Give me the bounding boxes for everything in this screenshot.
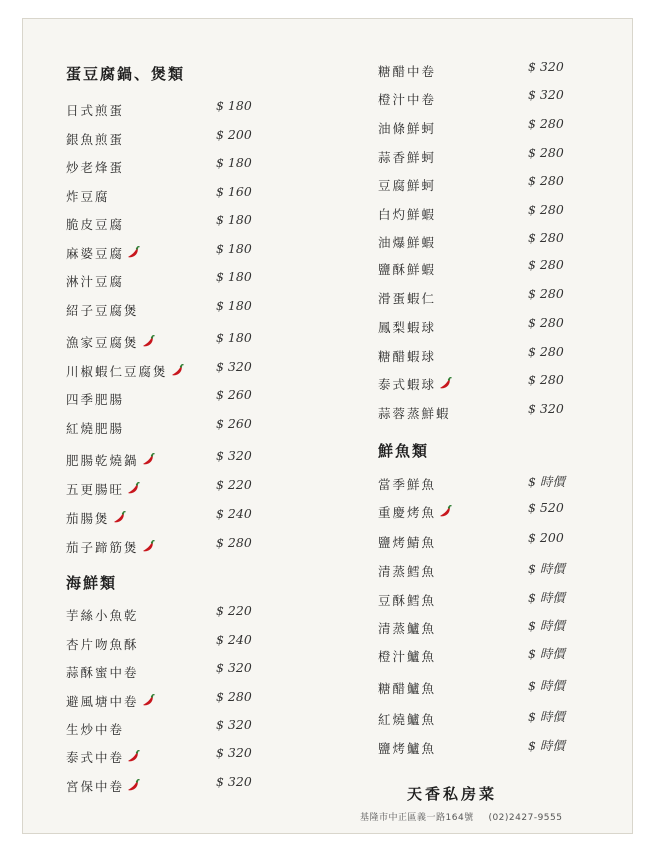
menu-item-name: 糖醋鱸魚 bbox=[378, 681, 437, 696]
menu-item-name: 肥腸乾燒鍋 bbox=[66, 453, 139, 468]
menu-item-name: 鳳梨蝦球 bbox=[378, 320, 437, 335]
menu-item-name: 日式煎蛋 bbox=[66, 103, 125, 118]
menu-item-name: 杏片吻魚酥 bbox=[66, 637, 139, 652]
menu-item bbox=[378, 709, 436, 729]
menu-item bbox=[66, 389, 124, 409]
menu-item-name: 重慶烤魚 bbox=[378, 505, 437, 520]
menu-item bbox=[66, 719, 124, 739]
menu-item-name: 清蒸鱈魚 bbox=[378, 564, 437, 579]
menu-item-name: 脆皮豆腐 bbox=[66, 217, 125, 232]
menu-item-price: $ 180 bbox=[216, 241, 252, 256]
menu-item-price: $ 180 bbox=[216, 212, 252, 227]
menu-item-price: $ 320 bbox=[528, 401, 564, 416]
menu-item-price: $ 260 bbox=[216, 387, 252, 402]
menu-item bbox=[378, 474, 436, 494]
menu-item-name: 炒老烽蛋 bbox=[66, 160, 125, 175]
menu-item-name: 避風塘中卷 bbox=[66, 694, 139, 709]
menu-item bbox=[378, 89, 436, 109]
menu-item bbox=[66, 634, 139, 654]
menu-item bbox=[66, 361, 185, 381]
phone-text: (02)2427-9555 bbox=[488, 813, 563, 823]
chili-pepper-icon bbox=[125, 245, 141, 261]
chili-pepper-icon bbox=[169, 363, 185, 379]
menu-item-name: 宮保中卷 bbox=[66, 779, 125, 794]
menu-item-price: $ 180 bbox=[216, 269, 252, 284]
menu-item-name: 蒜蓉蒸鮮蝦 bbox=[378, 406, 451, 421]
menu-item bbox=[66, 747, 141, 767]
menu-item bbox=[66, 129, 124, 149]
chili-pepper-icon bbox=[437, 376, 453, 392]
menu-item-price: $ 280 bbox=[528, 230, 564, 245]
menu-item bbox=[378, 259, 436, 279]
menu-item bbox=[66, 450, 156, 470]
menu-item bbox=[378, 204, 436, 224]
menu-item-price: $ 240 bbox=[216, 632, 252, 647]
menu-item-name: 芋絲小魚乾 bbox=[66, 608, 139, 623]
menu-item-price: $ 220 bbox=[216, 603, 252, 618]
menu-item bbox=[66, 479, 141, 499]
menu-item-name: 糖醋蝦球 bbox=[378, 349, 437, 364]
menu-item bbox=[66, 605, 139, 625]
menu-item-price: $ 時價 bbox=[528, 474, 565, 489]
menu-item bbox=[66, 418, 124, 438]
chili-pepper-icon bbox=[125, 749, 141, 765]
menu-item-name: 油爆鮮蝦 bbox=[378, 235, 437, 250]
menu-item-price: $ 時價 bbox=[528, 678, 565, 693]
menu-item-price: $ 320 bbox=[528, 87, 564, 102]
chili-pepper-icon bbox=[125, 481, 141, 497]
menu-item-price: $ 280 bbox=[528, 344, 564, 359]
menu-item bbox=[378, 590, 436, 610]
menu-item-name: 滑蛋蝦仁 bbox=[378, 291, 437, 306]
chili-pepper-icon bbox=[140, 452, 156, 468]
menu-item-name: 橙汁中卷 bbox=[378, 92, 437, 107]
section-title: 鮮魚類 bbox=[378, 442, 430, 460]
menu-item-name: 蒜酥蜜中卷 bbox=[66, 665, 139, 680]
menu-item-name: 川椒蝦仁豆腐煲 bbox=[66, 364, 168, 379]
menu-item-name: 當季鮮魚 bbox=[378, 477, 437, 492]
menu-item bbox=[378, 403, 451, 423]
menu-item-price: $ 320 bbox=[216, 717, 252, 732]
menu-item bbox=[66, 100, 124, 120]
menu-item-price: $ 320 bbox=[216, 448, 252, 463]
menu-item-name: 五更腸旺 bbox=[66, 482, 125, 497]
menu-item-name: 麻婆豆腐 bbox=[66, 246, 125, 261]
restaurant-name: 天香私房菜 bbox=[407, 785, 498, 803]
menu-item-price: $ 時價 bbox=[528, 618, 565, 633]
menu-item bbox=[66, 271, 124, 291]
menu-item-name: 清蒸鱸魚 bbox=[378, 621, 437, 636]
menu-item bbox=[378, 646, 436, 666]
menu-item-price: $ 180 bbox=[216, 155, 252, 170]
menu-item-price: $ 280 bbox=[216, 689, 252, 704]
menu-item-name: 四季肥腸 bbox=[66, 392, 125, 407]
menu-item-name: 糖醋中卷 bbox=[378, 64, 437, 79]
menu-item-name: 泰式中卷 bbox=[66, 750, 125, 765]
menu-item-price: $ 180 bbox=[216, 298, 252, 313]
menu-item-name: 茄腸煲 bbox=[66, 511, 110, 526]
menu-item bbox=[66, 214, 124, 234]
menu-item-name: 紅燒肥腸 bbox=[66, 421, 125, 436]
chili-pepper-icon bbox=[140, 693, 156, 709]
menu-item-name: 銀魚煎蛋 bbox=[66, 132, 125, 147]
menu-item-price: $ 200 bbox=[528, 530, 564, 545]
menu-item-price: $ 320 bbox=[216, 745, 252, 760]
menu-item-price: $ 時價 bbox=[528, 646, 565, 661]
menu-item-name: 白灼鮮蝦 bbox=[378, 207, 437, 222]
chili-pepper-icon bbox=[140, 334, 156, 350]
menu-item-name: 鹽烤鯖魚 bbox=[378, 535, 437, 550]
menu-item-price: $ 180 bbox=[216, 98, 252, 113]
section-title: 海鮮類 bbox=[66, 574, 118, 592]
menu-item bbox=[378, 374, 453, 394]
menu-item-price: $ 320 bbox=[528, 59, 564, 74]
section-title: 蛋豆腐鍋、煲類 bbox=[66, 65, 186, 83]
menu-item-name: 鹽烤鱸魚 bbox=[378, 741, 437, 756]
menu-item-price: $ 160 bbox=[216, 184, 252, 199]
menu-item bbox=[378, 618, 436, 638]
menu-item bbox=[66, 332, 156, 352]
menu-item-name: 淋汁豆腐 bbox=[66, 274, 125, 289]
menu-item bbox=[378, 738, 436, 758]
menu-item-price: $ 260 bbox=[216, 416, 252, 431]
menu-item-name: 橙汁鱸魚 bbox=[378, 649, 437, 664]
menu-item-price: $ 280 bbox=[528, 116, 564, 131]
menu-item-price: $ 520 bbox=[528, 500, 564, 515]
menu-item-price: $ 220 bbox=[216, 477, 252, 492]
menu-item bbox=[66, 186, 110, 206]
menu-item-name: 炸豆腐 bbox=[66, 189, 110, 204]
menu-item-price: $ 280 bbox=[216, 535, 252, 550]
menu-item-name: 漁家豆腐煲 bbox=[66, 335, 139, 350]
menu-item-price: $ 280 bbox=[528, 286, 564, 301]
menu-item bbox=[378, 175, 436, 195]
menu-item-price: $ 240 bbox=[216, 506, 252, 521]
menu-item bbox=[66, 691, 156, 711]
menu-item bbox=[66, 300, 139, 320]
menu-item-name: 豆腐鮮蚵 bbox=[378, 178, 437, 193]
menu-item-name: 鹽酥鮮蝦 bbox=[378, 262, 437, 277]
menu-item-price: $ 280 bbox=[528, 372, 564, 387]
menu-item bbox=[378, 317, 436, 337]
menu-item-price: $ 時價 bbox=[528, 709, 565, 724]
menu-item bbox=[66, 157, 124, 177]
menu-item-name: 泰式蝦球 bbox=[378, 377, 437, 392]
menu-item-price: $ 320 bbox=[216, 660, 252, 675]
menu-item bbox=[378, 502, 453, 522]
restaurant-address bbox=[360, 810, 562, 823]
menu-item bbox=[378, 61, 436, 81]
chili-pepper-icon bbox=[437, 504, 453, 520]
menu-item-price: $ 200 bbox=[216, 127, 252, 142]
menu-item-price: $ 280 bbox=[528, 257, 564, 272]
menu-item bbox=[66, 662, 139, 682]
menu-item bbox=[378, 561, 436, 581]
menu-item bbox=[378, 532, 436, 552]
menu-item bbox=[378, 678, 436, 698]
menu-item bbox=[66, 243, 141, 263]
menu-item-price: $ 時價 bbox=[528, 561, 565, 576]
menu-item-name: 生炒中卷 bbox=[66, 722, 125, 737]
menu-item-name: 油條鮮蚵 bbox=[378, 121, 437, 136]
menu-item-price: $ 280 bbox=[528, 315, 564, 330]
menu-item-name: 豆酥鱈魚 bbox=[378, 593, 437, 608]
menu-item-price: $ 280 bbox=[528, 173, 564, 188]
menu-item-name: 紹子豆腐煲 bbox=[66, 303, 139, 318]
menu-item bbox=[378, 288, 436, 308]
menu-item-price: $ 時價 bbox=[528, 590, 565, 605]
menu-item-price: $ 320 bbox=[216, 774, 252, 789]
menu-item-name: 茄子蹄筋煲 bbox=[66, 540, 139, 555]
menu-item bbox=[66, 537, 156, 557]
menu-item bbox=[378, 118, 436, 138]
menu-item bbox=[378, 232, 436, 252]
menu-item bbox=[66, 508, 127, 528]
address-text: 基隆市中正區義一路164號 bbox=[360, 813, 474, 823]
menu-item bbox=[378, 346, 436, 366]
menu-item-price: $ 180 bbox=[216, 330, 252, 345]
menu-item bbox=[378, 147, 436, 167]
menu-item-name: 紅燒鱸魚 bbox=[378, 712, 437, 727]
menu-item-name: 蒜香鮮蚵 bbox=[378, 150, 437, 165]
menu-item-price: $ 280 bbox=[528, 202, 564, 217]
chili-pepper-icon bbox=[125, 778, 141, 794]
menu-item-price: $ 280 bbox=[528, 145, 564, 160]
chili-pepper-icon bbox=[140, 539, 156, 555]
menu-item-price: $ 時價 bbox=[528, 738, 565, 753]
menu-item bbox=[66, 776, 141, 796]
chili-pepper-icon bbox=[111, 510, 127, 526]
menu-item-price: $ 320 bbox=[216, 359, 252, 374]
